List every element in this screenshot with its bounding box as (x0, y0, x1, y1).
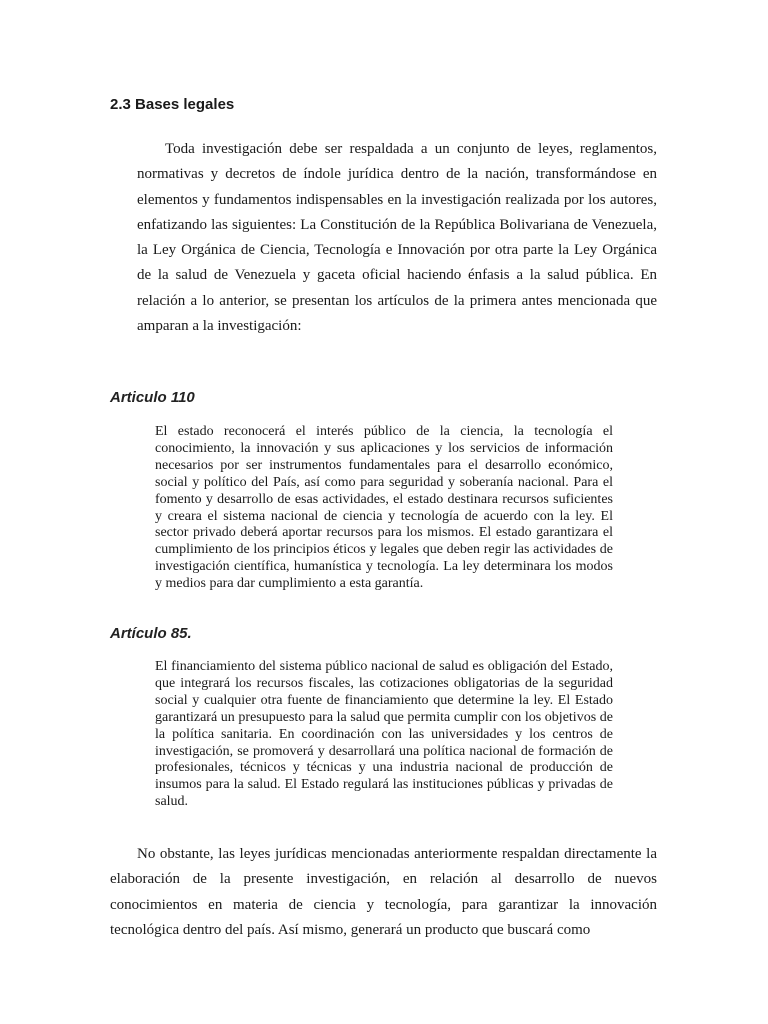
article-85-quote: El financiamiento del sistema público nacional de salud es obligación del Estado, que integrará los recursos fiscales, las cotizaciones obligatorias de la seguridad social y cualquier otra fuente de financiamiento que determine la ley. El Estado garantizará un presupuesto para la salud que permita cumplir con los objetivos de la política sanitaria. En coordinación con las universidades y los centros de investigación, se promoverá y desarrollará una política nacional de formación de profesionales, técnicos y técnicas y una industria nacional de producción de insumos para la salud. El Estado regulará las instituciones públicas y privadas de salud. (155, 659, 613, 810)
article-110-title: Articulo 110 (110, 389, 195, 406)
article-85-title: Artículo 85. (110, 625, 192, 642)
section-heading: 2.3 Bases legales (110, 96, 235, 113)
article-110-quote: El estado reconocerá el interés público de la ciencia, la tecnología el conocimiento, la innovación y sus aplicaciones y los servicios de información necesarios por ser instrumentos fundamentales para el desarrollo económico, social y político del País, así como para seguridad y soberanía nacional. Para el fomento y desarrollo de esas actividades, el estado destinara recursos suficientes y creara el sistema nacional de ciencia y tecnología de acuerdo con la ley. El sector privado deberá aportar recursos para los mismos. El estado garantizara el cumplimiento de los principios éticos y legales que deben regir las actividades de investigación científica, humanística y tecnología. La ley determinara los modos y medios para dar cumplimiento a esta garantía. (155, 424, 613, 592)
intro-paragraph: Toda investigación debe ser respaldada a un conjunto de leyes, reglamentos, normativas y decretos de índole jurídica dentro de la nación, transformándose en elementos y fundamentos indispensables en la investigación realizada por los autores, enfatizando las siguientes: La Constitución de la República Bolivariana de Venezuela, la Ley Orgánica de Ciencia, Tecnología e Innovación por otra parte la Ley Orgánica de la salud de Venezuela y gaceta oficial haciendo énfasis a la salud pública. En relación a lo anterior, se presentan los artículos de la primera antes mencionada que amparan a la investigación: (137, 141, 657, 335)
closing-paragraph: No obstante, las leyes jurídicas mencionadas anteriormente respaldan directamente la elaboración de la presente investigación, en relación al desarrollo de nuevos conocimientos en materia de ciencia y tecnología, para garantizar la innovación tecnológica dentro del país. Así mismo, generará un producto que buscará como (110, 846, 657, 938)
